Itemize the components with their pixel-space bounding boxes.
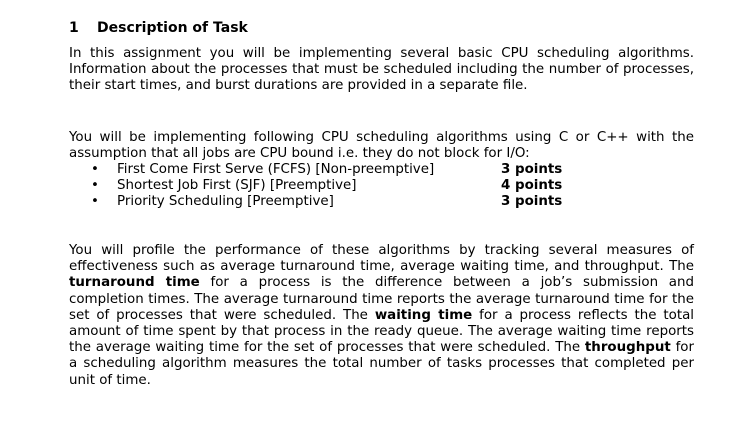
algorithms-intro-paragraph: You will be implementing following CPU scheduling algorithms using C or C++ with the assumption that all jobs are CPU bound i.e. they do not block for I/O: — [69, 130, 694, 162]
term-throughput: throughput — [584, 340, 671, 356]
algorithm-list — [91, 162, 591, 211]
algorithm-points: 4 points — [501, 178, 563, 194]
performance-paragraph — [69, 243, 694, 389]
algorithm-name: First Come First Serve (FCFS) [Non-preemptive] — [117, 162, 435, 177]
intro-paragraph: In this assignment you will be implementing several basic CPU scheduling algorithms. Information about the processes that must be scheduled including the number of processes, their start times, and burst durations are provided in a separate file. — [69, 46, 694, 94]
section-number: 1 — [69, 20, 79, 36]
section-title: Description of Task — [97, 20, 248, 36]
bullet-icon: • — [91, 194, 99, 210]
algorithm-points: 3 points — [501, 162, 563, 177]
list-item — [91, 178, 591, 194]
algorithm-name: Priority Scheduling [Preemptive] — [117, 194, 334, 210]
section-heading — [69, 20, 248, 36]
algorithm-points: 3 points — [501, 194, 563, 210]
algorithm-name: Shortest Job First (SJF) [Preemptive] — [117, 178, 357, 194]
bullet-icon: • — [91, 162, 99, 177]
performance-text-part3: for a process reflects the total amount of time spent by that process in the ready queue. The average waiting time reports the average waiting time for the set of processes that were scheduled. The — [69, 307, 695, 356]
performance-text-part1: You will profile the performance of these algorithms by tracking several measures of effectiveness such as average turnaround time, average waiting time, and throughput. The — [69, 243, 694, 275]
list-item — [91, 162, 591, 178]
bullet-icon: • — [91, 178, 99, 194]
term-turnaround-time: turnaround time — [69, 275, 200, 291]
performance-text-part2: for a process is the difference between a job’s submission and completion times. The average turnaround time reports the average turnaround time for the set of processes that were scheduled. The — [69, 275, 694, 323]
term-waiting-time: waiting time — [374, 307, 473, 323]
performance-text-part4: for a scheduling algorithm measures the total number of tasks processes that completed per unit of time. — [69, 340, 694, 388]
list-item — [91, 194, 591, 210]
